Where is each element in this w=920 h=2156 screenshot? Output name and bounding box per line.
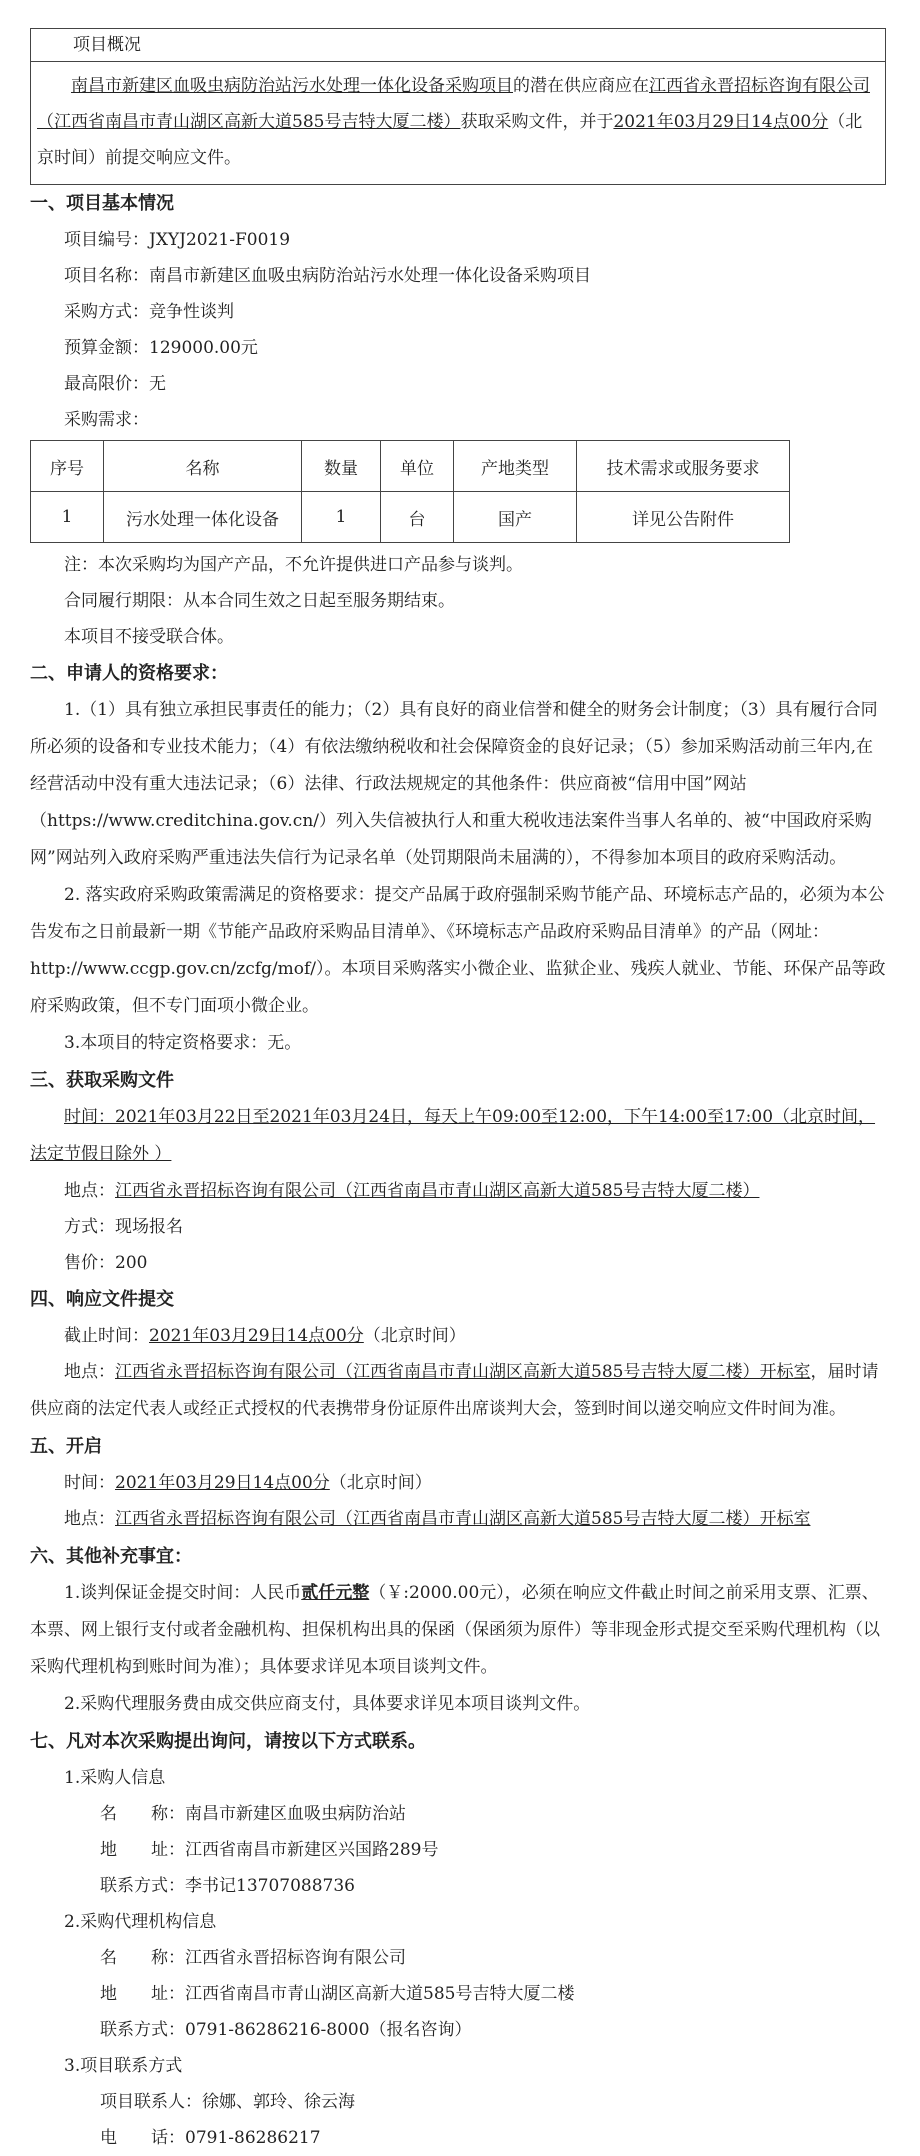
overview-deadline: 2021年03月29日14点00分 bbox=[613, 112, 829, 132]
max-price: 最高限价：无 bbox=[64, 374, 166, 394]
submit-deadline-label: 截止时间： bbox=[64, 1326, 149, 1346]
submit-place bbox=[30, 1354, 886, 1428]
consortium-note: 本项目不接受联合体。 bbox=[64, 627, 234, 647]
deposit-text: 1.谈判保证金提交时间：人民币 bbox=[64, 1583, 302, 1603]
overview-project: 南昌市新建区血吸虫病防治站污水处理一体化设备采购项目 bbox=[71, 76, 513, 96]
procurement-demand: 采购需求： bbox=[64, 410, 149, 430]
acquire-time bbox=[30, 1099, 886, 1173]
acquire-place-label: 地点： bbox=[64, 1181, 115, 1201]
table-row bbox=[31, 492, 790, 543]
table-header: 名称 bbox=[104, 441, 302, 492]
section-4-heading: 四、响应文件提交 bbox=[30, 1289, 174, 1310]
agent-name: 名 称：江西省永晋招标咨询有限公司 bbox=[100, 1948, 406, 1968]
submit-place-value: 江西省永晋招标咨询有限公司（江西省南昌市青山湖区高新大道585号吉特大厦二楼）开标室 bbox=[115, 1362, 811, 1382]
section-1-heading: 一、项目基本情况 bbox=[30, 193, 174, 214]
acquire-place bbox=[30, 1173, 886, 1209]
buyer-name: 名 称：南昌市新建区血吸虫病防治站 bbox=[100, 1804, 406, 1824]
section-6-heading: 六、其他补充事宜： bbox=[30, 1546, 192, 1567]
section-5-heading: 五、开启 bbox=[30, 1436, 102, 1457]
requirements-table bbox=[30, 440, 790, 543]
submit-place-tail: ，届时请供应商的法定代表人或经正式授权的代表携带身份证原件出席谈判大会，签到时间以递交响应文件时间为准。 bbox=[30, 1362, 879, 1419]
project-contact-phone: 电 话：0791-86286217 bbox=[100, 2128, 321, 2148]
agent-contact: 联系方式：0791-86286216-8000（报名咨询） bbox=[100, 2020, 472, 2040]
acquire-price: 售价：200 bbox=[64, 1253, 148, 1273]
acquire-time-text: 时间：2021年03月22日至2021年03月24日，每天上午09:00至12:00，下午14:00至17:00（北京时间，法定节假日除外 ） bbox=[30, 1107, 876, 1164]
project-contact-people: 项目联系人：徐娜、郭玲、徐云海 bbox=[100, 2092, 355, 2112]
submit-deadline bbox=[30, 1318, 886, 1354]
opening-time-label: 时间： bbox=[64, 1473, 115, 1493]
contract-period: 合同履行期限：从本合同生效之日起至服务期结束。 bbox=[64, 591, 455, 611]
overview-agency: 江西省永晋招标咨询有限公司（江西省南昌市青山湖区高新大道585号吉特大厦二楼） bbox=[37, 76, 870, 132]
submit-place-label: 地点： bbox=[64, 1362, 115, 1382]
table-header: 数量 bbox=[302, 441, 381, 492]
opening-time bbox=[30, 1465, 886, 1501]
overview-text-2: 获取采购文件，并于 bbox=[460, 112, 614, 132]
table-cell: 污水处理一体化设备 bbox=[104, 492, 302, 543]
import-note: 注：本次采购均为国产产品，不允许提供进口产品参与谈判。 bbox=[64, 555, 523, 575]
overview-title: 项目概况 bbox=[30, 28, 886, 62]
qualification-item-3: 3.本项目的特定资格要求：无。 bbox=[64, 1033, 302, 1053]
table-cell: 国产 bbox=[454, 492, 577, 543]
table-cell: 台 bbox=[381, 492, 454, 543]
deposit-amount: 贰仟元整 bbox=[301, 1583, 370, 1603]
table-cell: 详见公告附件 bbox=[577, 492, 790, 543]
submit-deadline-tail: （北京时间） bbox=[363, 1326, 466, 1346]
project-name: 项目名称：南昌市新建区血吸虫病防治站污水处理一体化设备采购项目 bbox=[64, 266, 591, 286]
procurement-method: 采购方式：竞争性谈判 bbox=[64, 302, 234, 322]
opening-place-label: 地点： bbox=[64, 1509, 115, 1529]
table-header: 单位 bbox=[381, 441, 454, 492]
opening-place bbox=[30, 1501, 886, 1538]
deposit-text-2: （￥:2000.00元），必须在响应文件截止时间之前采用支票、汇票、本票、网上银行支付或者金融机构、担保机构出具的保函（保函须为原件）等非现金形式提交至采购代理机构（以采购代理机构到账时间为准）；具体要求详见本项目谈判文件。 bbox=[30, 1583, 880, 1677]
submit-deadline-value: 2021年03月29日14点00分 bbox=[149, 1326, 364, 1346]
overview-body bbox=[30, 62, 886, 185]
table-header: 产地类型 bbox=[454, 441, 577, 492]
opening-time-value: 2021年03月29日14点00分 bbox=[115, 1473, 330, 1493]
section-7-heading: 七、凡对本次采购提出询问，请按以下方式联系。 bbox=[30, 1731, 426, 1752]
qualification-item-2: 2. 落实政府采购政策需满足的资格要求：提交产品属于政府强制采购节能产品、环境标志产品的，必须为本公告发布之日前最新一期《节能产品政府采购品目清单》、《环境标志产品政府采购品目清单》的产品（网址：http://www.ccgp.gov.cn/zcfg/mof/）。本项目采购落实小微企业、监狱企业、残疾人就业、节能、环保产品等政府采购政策，但不专门面项小微企业。 bbox=[30, 885, 886, 1016]
buyer-contact: 联系方式：李书记13707088736 bbox=[100, 1876, 355, 1896]
qualification-item-1: 1.（1）具有独立承担民事责任的能力；（2）具有良好的商业信誉和健全的财务会计制度；（3）具有履行合同所必须的设备和专业技术能力；（4）有依法缴纳税收和社会保障资金的良好记录；（5）参加采购活动前三年内,在经营活动中没有重大违法记录；（6）法律、行政法规规定的其他条件：供应商被“信用中国”网站（https://www.creditchina.gov.cn/）列入失信被执行人和重大税收违法案件当事人名单的、被“中国政府采购网”网站列入政府采购严重违法失信行为记录名单（处罚期限尚未届满的），不得参加本项目的政府采购活动。 bbox=[30, 700, 878, 868]
table-cell: 1 bbox=[302, 492, 381, 543]
table-header: 技术需求或服务要求 bbox=[577, 441, 790, 492]
opening-time-tail: （北京时间） bbox=[329, 1473, 432, 1493]
overview-text-3: （北京时间）前提交响应文件。 bbox=[37, 112, 863, 168]
acquire-method: 方式：现场报名 bbox=[64, 1217, 183, 1237]
table-header-row bbox=[31, 441, 790, 492]
agent-info-title: 2.采购代理机构信息 bbox=[64, 1912, 217, 1932]
overview-text: 的潜在供应商应在 bbox=[513, 76, 649, 96]
acquire-place-text: 江西省永晋招标咨询有限公司（江西省南昌市青山湖区高新大道585号吉特大厦二楼） bbox=[115, 1181, 760, 1201]
announcement bbox=[30, 28, 886, 2156]
opening-place-value: 江西省永晋招标咨询有限公司（江西省南昌市青山湖区高新大道585号吉特大厦二楼）开标室 bbox=[115, 1509, 811, 1529]
buyer-address: 地 址：江西省南昌市新建区兴国路289号 bbox=[100, 1840, 439, 1860]
project-contact-title: 3.项目联系方式 bbox=[64, 2056, 183, 2076]
deposit-item bbox=[30, 1575, 886, 1686]
project-number: 项目编号：JXYJ2021-F0019 bbox=[64, 230, 291, 250]
buyer-info-title: 1.采购人信息 bbox=[64, 1768, 166, 1788]
table-header: 序号 bbox=[31, 441, 104, 492]
service-fee-item: 2.采购代理服务费由成交供应商支付，具体要求详见本项目谈判文件。 bbox=[64, 1694, 591, 1714]
agent-address: 地 址：江西省南昌市青山湖区高新大道585号吉特大厦二楼 bbox=[100, 1984, 575, 2004]
section-2-heading: 二、申请人的资格要求： bbox=[30, 663, 228, 684]
section-3-heading: 三、获取采购文件 bbox=[30, 1070, 174, 1091]
table-cell: 1 bbox=[31, 492, 104, 543]
budget-amount: 预算金额：129000.00元 bbox=[64, 338, 258, 358]
